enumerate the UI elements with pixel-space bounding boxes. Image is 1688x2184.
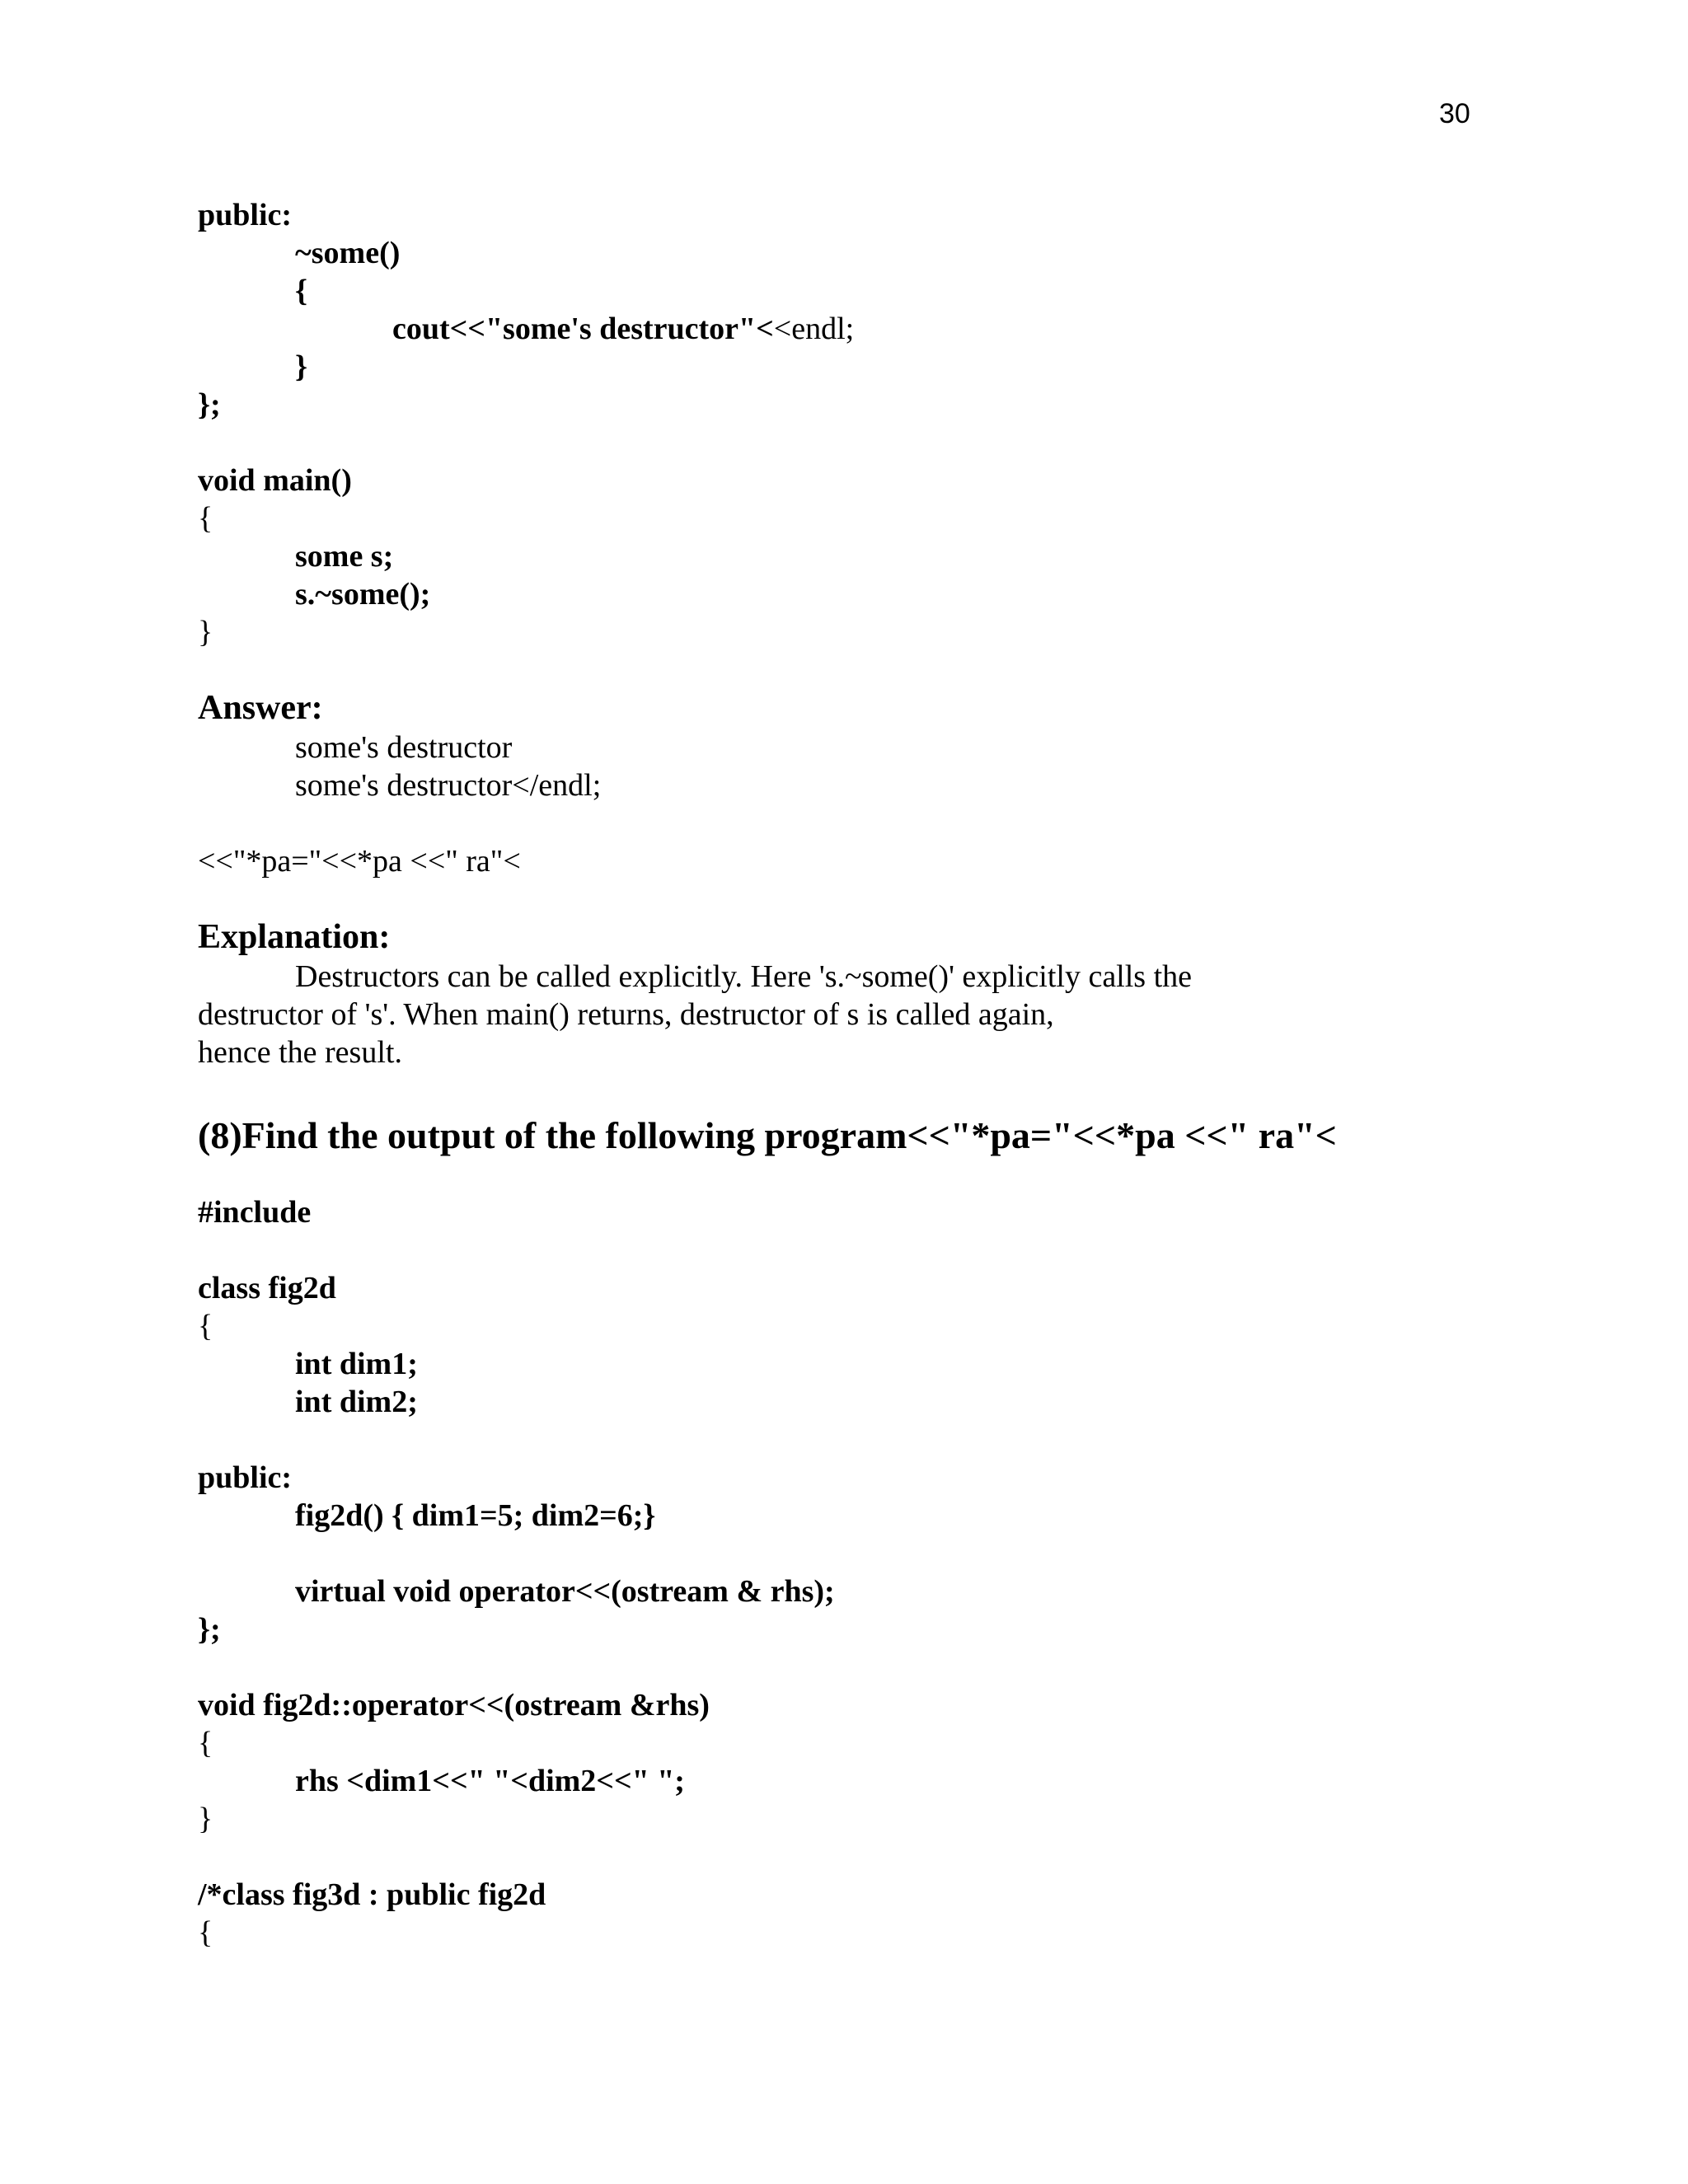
statement-destructor-call: s.~some();	[295, 577, 431, 612]
answer-heading: Answer:	[198, 689, 323, 727]
fig2d-class-end: };	[198, 1612, 221, 1647]
operator-body: rhs <dim1<<" "<dim2<<" ";	[295, 1764, 685, 1798]
cout-line	[392, 310, 854, 348]
question-8-heading: (8)Find the output of the following program<<"*pa="<<*pa <<" ra"<	[198, 1114, 1337, 1156]
answer-line-1: some's destructor	[295, 730, 513, 765]
cout-bold-part: cout<<"some's destructor"<	[392, 312, 774, 346]
commented-class-fig3d: /*class fig3d : public fig2d	[198, 1877, 546, 1912]
public-label-fig2d: public:	[198, 1460, 293, 1495]
answer-line-2: some's destructor</endl;	[295, 768, 602, 803]
class-declaration: class fig2d	[198, 1271, 336, 1305]
include-line: #include	[198, 1195, 312, 1230]
cout-tail-part: <endl;	[773, 312, 855, 346]
class-open-brace: {	[198, 1309, 213, 1343]
virtual-operator-decl: virtual void operator<<(ostream & rhs);	[295, 1574, 835, 1609]
operator-open-brace: {	[198, 1726, 213, 1760]
explanation-line-2: destructor of 's'. When main() returns, destructor of s is called again,	[198, 997, 1054, 1032]
explanation-line-1: Destructors can be called explicitly. Here 's.~some()' explicitly calls the	[295, 959, 1193, 994]
explanation-line-3: hence the result.	[198, 1035, 402, 1070]
destructor-signature: ~some()	[295, 236, 401, 270]
operator-definition: void fig2d::operator<<(ostream &rhs)	[198, 1688, 710, 1722]
main-close-brace: }	[198, 615, 213, 649]
close-brace-inner: }	[295, 349, 307, 384]
class-end: };	[198, 387, 221, 422]
main-open-brace: {	[198, 501, 213, 536]
public-label: public:	[198, 198, 293, 232]
commented-open-brace: {	[198, 1915, 213, 1950]
member-dim2: int dim2;	[295, 1385, 418, 1419]
main-signature: void main()	[198, 463, 352, 498]
open-brace-inner: {	[295, 274, 307, 308]
stray-code-line: <<"*pa="<<*pa <<" ra"<	[198, 844, 521, 879]
explanation-heading: Explanation:	[198, 918, 391, 956]
page-number: 30	[1439, 98, 1470, 129]
operator-close-brace: }	[198, 1802, 213, 1836]
statement-some-s: some s;	[295, 539, 394, 574]
constructor-line: fig2d() { dim1=5; dim2=6;}	[295, 1498, 656, 1533]
member-dim1: int dim1;	[295, 1347, 418, 1381]
